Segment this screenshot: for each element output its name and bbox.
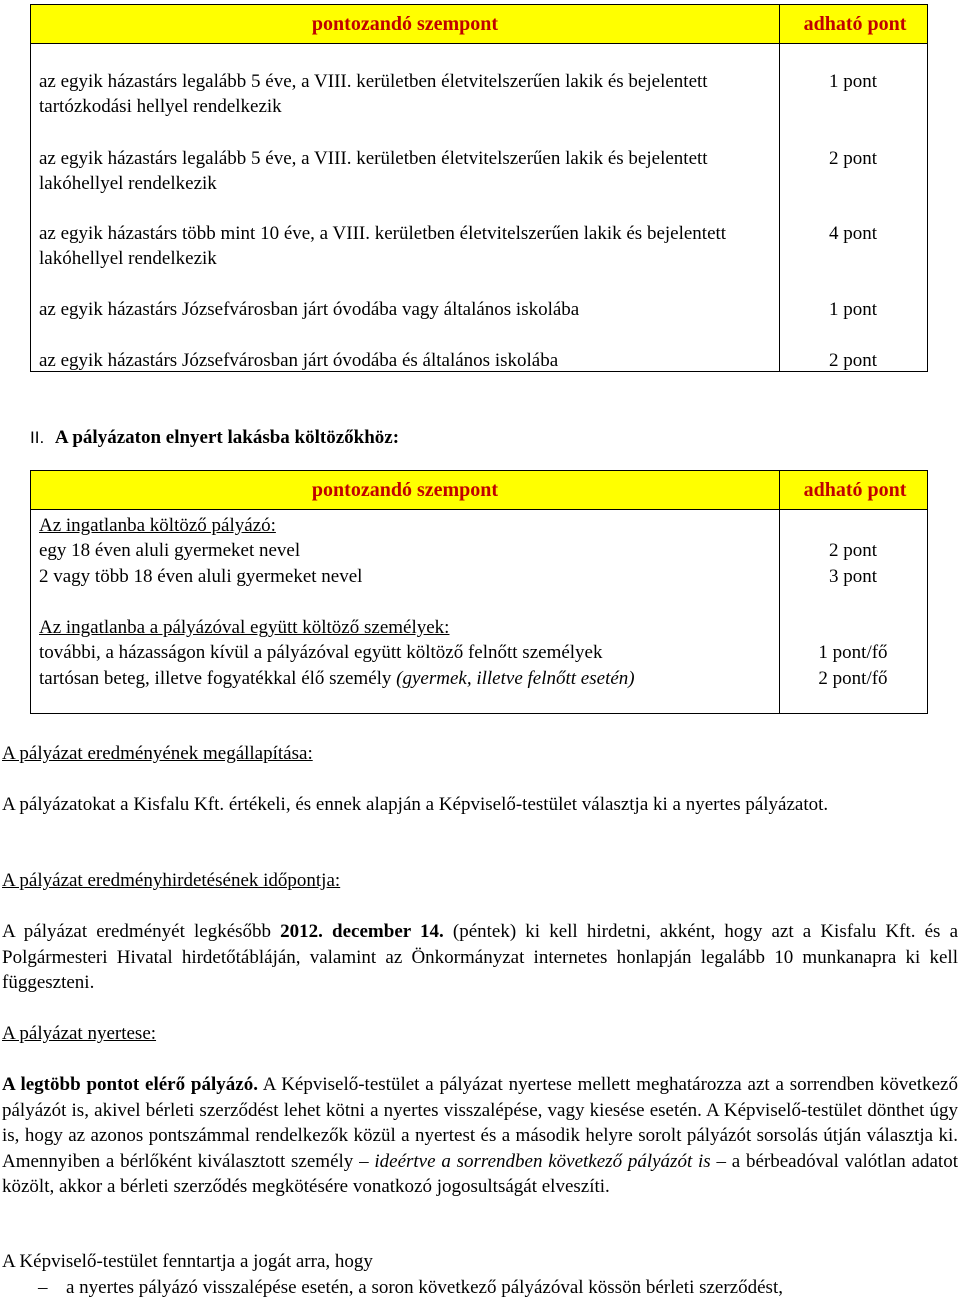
announcement-lead: A pályázat eredményét legkésőbb [2, 921, 272, 942]
winner-tail: – a bérbeadóval valótlan adatot közölt, akkor a bérleti szerződés megkötésére vonatkozó jogosultságát elveszíti. [2, 1150, 958, 1197]
winner-text [2, 1072, 958, 1200]
criteria-table-2 [30, 470, 928, 714]
table-row: az egyik házastárs több mint 10 éve, a VIII. kerületben életvitelszerűen lakik és bejelentett lakóhellyel rendelkezik [39, 223, 727, 269]
table-row: egy 18 éven aluli gyermeket nevel [39, 540, 301, 561]
table-row: 2 vagy több 18 éven aluli gyermeket nevel [39, 566, 363, 587]
group-title: Az ingatlanba költöző pályázó: [39, 515, 276, 536]
section-heading [30, 425, 399, 450]
bullet-item [38, 1275, 938, 1300]
criteria-table-1 [30, 4, 928, 372]
header-points: adható pont [779, 5, 930, 43]
row-points: 2 pont [828, 148, 878, 169]
table-header [31, 5, 927, 44]
winner-italic: ideértve a sorrendben következő pályázót is [374, 1150, 711, 1172]
header-criterion: pontozandó szempont [311, 479, 499, 501]
row-points: 1 pont/fő [818, 642, 888, 663]
bullet-text: a nyertes pályázó visszalépése esetén, a soron következő pályázóval kössön bérleti szerződést, [66, 1277, 783, 1298]
row-points: 2 pont [828, 350, 878, 371]
row-points: 1 pont [828, 71, 878, 92]
result-heading: A pályázat eredményének megállapítása: [2, 743, 313, 764]
row-points: 1 pont [828, 299, 878, 320]
result-text: A pályázatokat a Kisfalu Kft. értékeli, és ennek alapján a Képviselő-testület választja ki a nyertes pályázatot. [2, 794, 829, 815]
announcement-rest: (péntek) ki kell hirdetni, akként, hogy azt a Kisfalu Kft. és a Polgármesteri Hivatal hirdetőtábláján, valamint az Önkormányzat internetes honlapján legalább 10 munkanapra ki kell függeszteni. [2, 921, 959, 993]
section-numeral: II. [30, 428, 45, 447]
announcement-text [2, 919, 958, 996]
table-row: az egyik házastárs legalább 5 éve, a VIII. kerületben életvitelszerűen lakik és bejelentett tartózkodási hellyel rendelkezik [39, 71, 708, 117]
group-title: Az ingatlanba a pályázóval együtt költöző személyek: [39, 617, 450, 638]
table-row [39, 666, 769, 691]
reserve-text: A Képviselő-testület fenntartja a jogát arra, hogy [2, 1251, 373, 1272]
winner-body: A Képviselő-testület a pályázat nyertese mellett meghatározza azt a sorrendben következő pályázót is, akivel bérleti szerződést lehet kötni a nyertes visszalépése, vagy kiesése esetén. A Képviselő-testület dönthet úgy is, hogy az azonos pontszámmal rendelkezők közül a nyertest és a második helyre sorolt pályázót sorsolás útján választja ki. Amennyiben a bérlőként kiválasztott személy – [2, 1074, 958, 1172]
table-header [31, 471, 927, 510]
column-divider [779, 509, 780, 713]
row-points: 4 pont [828, 223, 878, 244]
row-points: 2 pont [828, 540, 878, 561]
announcement-heading: A pályázat eredményhirdetésének időpontja: [2, 870, 341, 891]
table-row: további, a házasságon kívül a pályázóval együtt költöző felnőtt személyek [39, 642, 603, 663]
table-row: az egyik házastárs legalább 5 éve, a VIII. kerületben életvitelszerűen lakik és bejelentett lakóhellyel rendelkezik [39, 148, 708, 194]
announcement-date: 2012. december 14. [280, 921, 444, 942]
table-row: az egyik házastárs Józsefvárosban járt óvodába és általános iskolába [39, 350, 559, 371]
winner-lead: A legtöbb pontot elérő pályázó. [2, 1074, 258, 1095]
row-points: 2 pont/fő [818, 668, 888, 689]
row-points: 3 pont [828, 566, 878, 587]
column-divider [779, 43, 780, 371]
row-text: tartósan beteg, illetve fogyatékkal élő személy [39, 668, 392, 689]
header-points: adható pont [779, 471, 930, 509]
row-note: (gyermek, illetve felnőtt esetén) [396, 668, 635, 689]
bullet-marker: – [38, 1277, 48, 1298]
winner-heading: A pályázat nyertese: [2, 1023, 157, 1044]
table-row: az egyik házastárs Józsefvárosban járt óvodába vagy általános iskolába [39, 299, 580, 320]
header-criterion: pontozandó szempont [311, 13, 499, 35]
section-title: A pályázaton elnyert lakásba költözőkhöz: [54, 427, 400, 448]
